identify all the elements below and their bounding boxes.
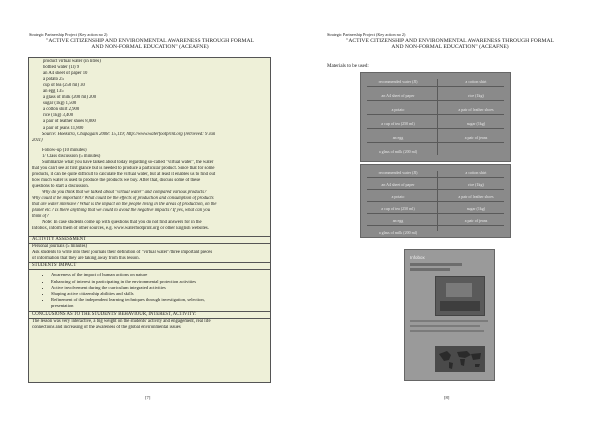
impact-section (29, 262, 270, 309)
question-line: Why do you think that we talked about "virtual water" and compared various products? (42, 189, 207, 195)
class-discussion-title: 1/ Class discussion (5 minutes) (42, 153, 101, 159)
virtual-water-list (29, 58, 270, 132)
note-line: Infobox, inform them of other sources, e.g. www.waterfootprint.org or other English websites. (32, 226, 209, 232)
title-line-2: AND NON-FORMAL EDUCATION" (ACEAFNE) (91, 44, 209, 50)
impact-item: • Enhancing of interest in participating in the environmental protection activities (51, 279, 270, 285)
project-line: Strategic Partnership Project (Key action no 2) (327, 32, 406, 37)
impact-item: • Refinement of the independent learning techniques through investigation, selection, (51, 297, 270, 303)
conclusions-line: The lesson was very interactive, a big weight on the students' activity and engagement, real life (32, 319, 211, 325)
impact-item-continued: presentation (51, 302, 74, 308)
impact-heading: STUDENTS' IMPACT (29, 263, 270, 270)
list-item: an egg 135 (43, 89, 64, 95)
note-line: Note: In case students come up with questions that you do not find answers for in the (42, 220, 202, 226)
title-line-1: "ACTIVE CITIZENSHIP AND ENVIRONMENTAL AWARENESS THROUGH FORMAL (46, 38, 254, 44)
world-map-icon (435, 346, 485, 372)
question-line: that are water intensive? What is the impact on the people living in the areas of production, on the (32, 202, 217, 208)
title-line-2: AND NON-FORMAL EDUCATION" (ACEAFNE) (391, 44, 509, 50)
list-item: rice (1kg) 3,400 (43, 113, 74, 119)
summary-line: that you can't see at first glance but is needed to produce a particular product. Since that for some (32, 165, 215, 171)
summary-line: products, it can be quite difficult to calculate the virtual water, but at least it enables us to find out (32, 171, 216, 177)
followup-title: Follow-up (10 minutes) (42, 147, 87, 153)
page-number-right: [8] (444, 395, 450, 400)
infobox-illustration (435, 276, 485, 316)
list-item: a glass of milk (200 ml) 200 (43, 95, 97, 101)
summary-line: how much water is used to produce the products we buy. After that, discuss some of these (32, 177, 201, 183)
list-item: an A4 sheet of paper 10 (43, 71, 88, 77)
infobox-label: Infobox (410, 255, 425, 260)
summary-line: questions to start a discussion. (32, 183, 89, 189)
list-item: a potato 25 (43, 77, 64, 83)
title-line-1: "ACTIVE CITIZENSHIP AND ENVIRONMENTAL AWARENESS THROUGH FORMAL (346, 38, 554, 44)
list-item: sugar (1kg) 1,500 (43, 101, 77, 107)
cards-photo-bottom: recommended water (Jl) a cotton shirt an A4 sheet of paper rice (1kg) a potato a pair of leather shoes a cup of tea (250 ml) sugar (1kg) an egg a pair of jeans a glass of milk (200 ml) (360, 164, 511, 238)
materials-label: Materials to be used: (327, 64, 369, 69)
question-line: Why could it be important? What could be the effects of production and consumption of products (32, 196, 214, 202)
assessment-line: of information that they are taking away from this lesson. (32, 256, 140, 262)
followup-block (29, 148, 270, 233)
project-line: Strategic Partnership Project (Key action no 2) (29, 32, 108, 37)
question-line: think of? (32, 214, 49, 220)
page-number-left: [7] (145, 395, 151, 400)
list-item: a cotton shirt 2,900 (43, 107, 80, 113)
assessment-line: Ask students to write into their journals their definition of "virtual water"/three important pieces (32, 250, 213, 256)
question-line: planet etc.? Is there anything that we could to avoid the negative impacts? If yes, what can you (32, 208, 211, 214)
list-item: a pair of leather shoes 8,000 (43, 119, 96, 125)
right-page (300, 0, 600, 424)
impact-item: • Shaping active citizenship abilities and skills (51, 291, 270, 297)
impact-item: • Active involvement during the curriculum integrated activities (51, 285, 270, 291)
summary-line: Summarize what you have talked about today regarding so-called "virtual water", the water (42, 159, 214, 165)
conclusions-section (29, 311, 270, 331)
list-item: a pair of jeans 11,800 (43, 125, 84, 131)
impact-list (29, 272, 270, 309)
cards-photo-top: recommended water (Jl) a cotton shirt an A4 sheet of paper rice (1kg) a potato a pair of leather shoes a cup of tea (250 ml) sugar (1kg) an egg a pair of jeans a glass of milk (200 ml) (360, 72, 511, 162)
conclusions-heading: CONCLUSIONS AS TO THE STUDENTS' BEHAVIOUR, INTEREST, ACTIVITY: (29, 312, 270, 319)
source-citation: Source: Hoekstra, Chapagain 2008: 15,119; http://www.waterfootprint.org (retrieved: 9 Jan 2011) (32, 131, 216, 143)
list-item: bottled water (1l) 9 (43, 65, 80, 71)
assessment-section (29, 236, 270, 262)
impact-item: • Awareness of the impact of human actions on nature (51, 272, 270, 278)
list-item: product virtual water (in litres) (43, 59, 101, 64)
world-map-image (435, 346, 485, 372)
lesson-content-box (28, 57, 271, 383)
infobox-photo (404, 249, 495, 381)
assessment-heading: ACTIVITY ASSESSMENT (29, 237, 270, 244)
conclusions-line: connections and increasing of the awareness of the global environmental issues (32, 325, 181, 331)
list-item: cup of tea (250 ml) 30 (43, 83, 85, 89)
assessment-line: Personal journals (5 minutes) (32, 244, 88, 250)
